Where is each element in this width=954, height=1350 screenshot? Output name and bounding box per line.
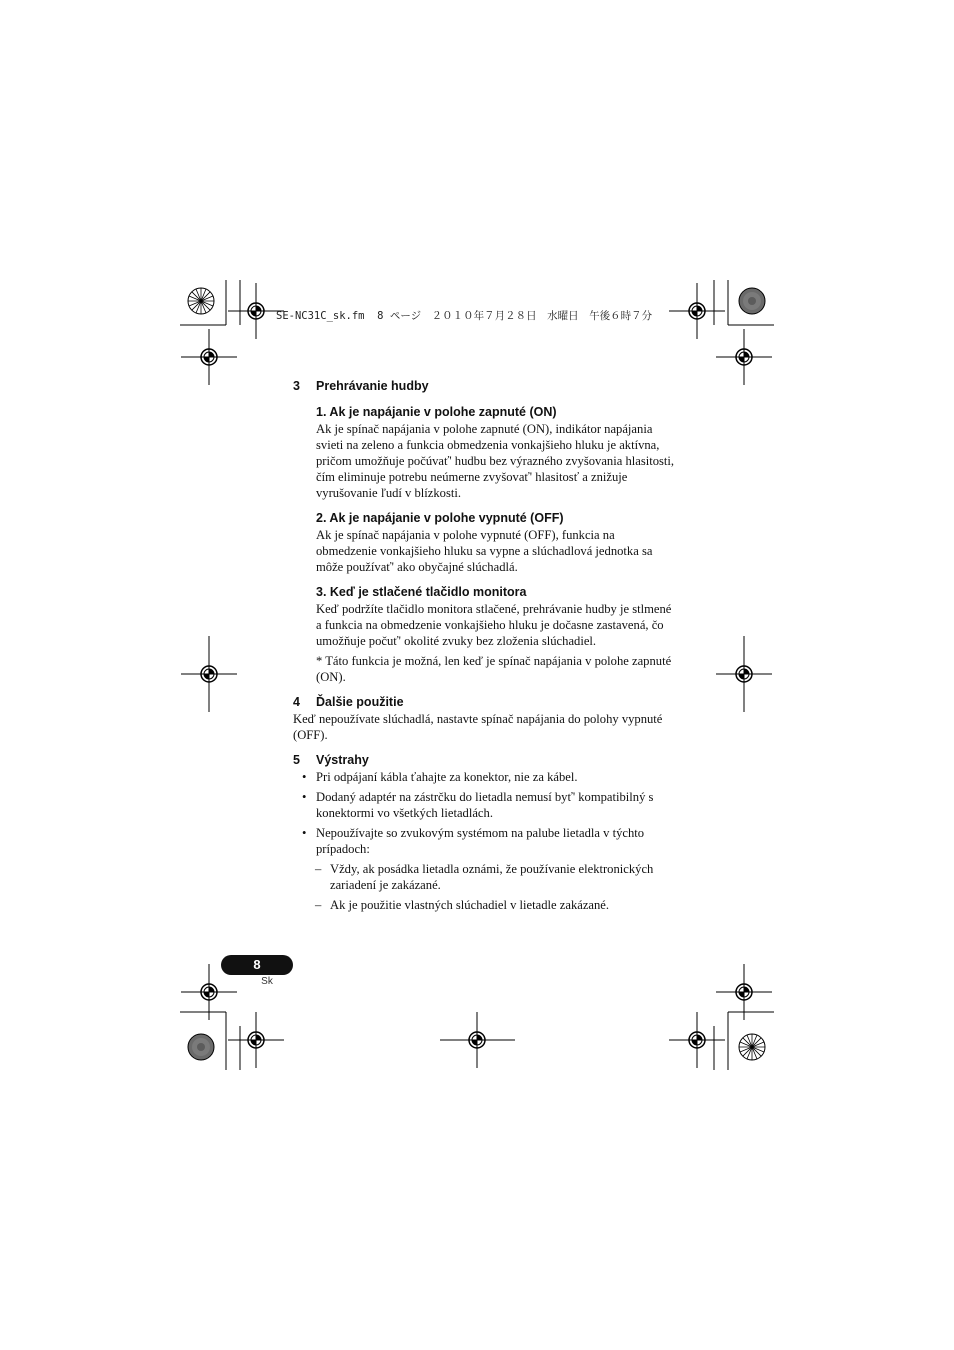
paragraph-other-use: Keď nepoužívate slúchadlá, nastavte spínač napájania do polohy vypnuté (OFF). bbox=[293, 712, 663, 742]
file-name: SE-NC31C_sk.fm bbox=[276, 310, 365, 322]
section-3-heading bbox=[293, 378, 678, 395]
sub-list-item-text: Ak je použitie vlastných slúchadiel v lietadle zakázané. bbox=[330, 898, 610, 912]
list-item-text: Nepoužívajte so zvukovým systémom na palube lietadla v týchto prípadoch: bbox=[316, 826, 645, 856]
section-number: 3 bbox=[293, 379, 300, 393]
language-code: Sk bbox=[261, 976, 273, 987]
list-item bbox=[293, 789, 678, 821]
bullet-marker: • bbox=[302, 826, 307, 840]
list-item-text: Dodaný adaptér na zástrčku do lietadla nemusí byť' kompatibilný s konektormi vo všetkých lietadlách. bbox=[316, 790, 654, 820]
file-page-ref: 8 ページ bbox=[377, 310, 422, 322]
paragraph-power-on: Ak je spínač napájania v polohe zapnuté (ON), indikátor napájania svieti na zeleno a funkcia obmedzenia vonkajšieho hluku je aktívna, pričom umožňuje počúvať' hudbu bez výrazného zvyšovania hlasitosti, čím eliminuje potrebu neúmerne zvyšovať' hlasitosť a znižuje vyrušovanie ľudí v blízkosti. bbox=[316, 422, 675, 500]
bullet-marker: • bbox=[302, 770, 307, 784]
section-5-heading bbox=[293, 752, 678, 769]
section-number: 4 bbox=[293, 695, 300, 709]
sub-list-item bbox=[293, 897, 678, 913]
footnote-monitor: * Táto funkcia je možná, len keď je spínač napájania v polohe zapnuté (ON). bbox=[316, 654, 672, 684]
section-title: Výstrahy bbox=[316, 753, 369, 767]
section-4-heading bbox=[293, 694, 678, 711]
file-date: ２０１０年７月２８日 水曜日 午後６時７分 bbox=[431, 310, 653, 322]
page-number-badge: 8 bbox=[221, 955, 293, 975]
dash-marker: – bbox=[315, 898, 322, 912]
paragraph-power-off: Ak je spínač napájania v polohe vypnuté (OFF), funkcia na obmedzenie vonkajšieho hluku sa vypne a slúchadlová jednotka sa môže používať' ako obyčajné slúchadlá. bbox=[316, 528, 653, 574]
sub-list-item bbox=[293, 861, 678, 893]
page-content bbox=[293, 378, 678, 913]
section-title: Prehrávanie hudby bbox=[316, 379, 429, 393]
dash-marker: – bbox=[315, 862, 322, 876]
sub-list-item-text: Vždy, ak posádka lietadla oznámi, že používanie elektronických zariadení je zakázané. bbox=[330, 862, 654, 892]
subsection-heading-on: 1. Ak je napájanie v polohe zapnuté (ON) bbox=[316, 405, 557, 419]
paragraph-monitor: Keď podržíte tlačidlo monitora stlačené, prehrávanie hudby je stlmené a funkcia na obmedzenie vonkajšieho hluku je dočasne zastavená, čo umožňuje počuť' okolité zvuky bez zloženia slúchadiel. bbox=[316, 602, 672, 648]
list-item-text: Pri odpájaní kábla ťahajte za konektor, nie za kábel. bbox=[316, 770, 578, 784]
subsection-heading-off: 2. Ak je napájanie v polohe vypnuté (OFF) bbox=[316, 511, 564, 525]
subsection-heading-monitor: 3. Keď je stlačené tlačidlo monitora bbox=[316, 585, 527, 599]
section-number: 5 bbox=[293, 753, 300, 767]
section-title: Ďalšie použitie bbox=[316, 695, 404, 709]
list-item bbox=[293, 769, 678, 785]
bullet-marker: • bbox=[302, 790, 307, 804]
file-header bbox=[276, 308, 652, 323]
list-item bbox=[293, 825, 678, 857]
